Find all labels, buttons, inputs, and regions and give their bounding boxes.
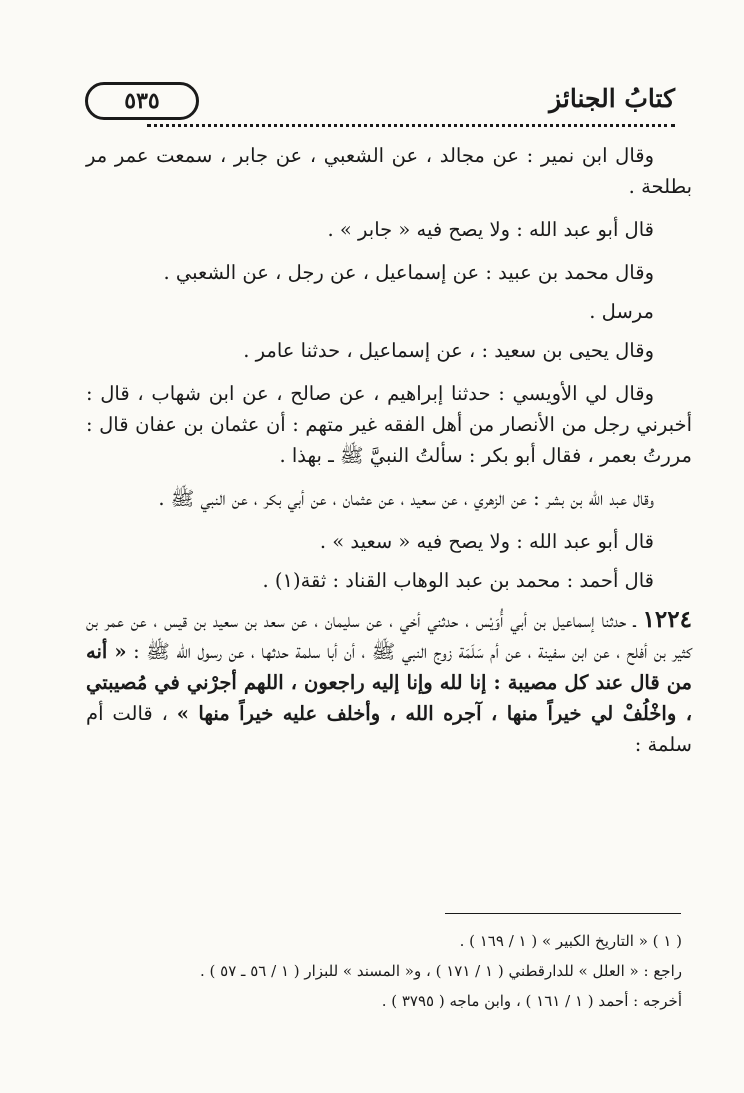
hadith-number: ١٢٢٤ (642, 606, 692, 633)
hadith-paragraph (86, 604, 692, 760)
header-dotted-rule (147, 124, 675, 127)
paragraph: وقال محمد بن عبيد : عن إسماعيل ، عن رجل ، عن الشعبي . (163, 261, 654, 284)
paragraph: وقال يحيى بن سعيد : ، عن إسماعيل ، حدثنا عامر . (243, 339, 654, 362)
paragraph: وقال ابن نمير : عن مجالد ، عن الشعبي ، عن جابر ، سمعت عمر مر بطلحة . (86, 144, 692, 198)
paragraph: قال أحمد : محمد بن عبد الوهاب القناد : ثقة(١) . (262, 569, 654, 592)
paragraph: وقال لي الأويسي : حدثنا إبراهيم ، عن صالح ، عن ابن شهاب ، قال : أخبرني رجل من الأنصار من أهل الفقه غير متهم : أن عثمان بن عفان قال : مررتُ بعمر ، فقال أبو بكر : سألتُ النبيَّ ﷺ ـ بهذا . (86, 382, 692, 467)
paragraph: قال أبو عبد الله : ولا يصح فيه « سعيد » . (319, 530, 654, 553)
paragraph: قال أبو عبد الله : ولا يصح فيه « جابر » . (327, 218, 654, 241)
footnote: أخرجه : أحمد ( ١ / ١٦١ ) ، وابن ماجه ( ٣٧٩٥ ) . (381, 992, 682, 1010)
paragraph: وقال عبد الله بن بشر : عن الزهري ، عن سعيد ، عن عثمان ، عن أبي بكر ، عن النبي ﷺ . (158, 487, 654, 510)
book-title: كتابُ الجنائز (549, 84, 675, 113)
hadith-isnad: ـ حدثنا إسماعيل بن أبي أُوَيْس ، حدثني أخي ، عن سليمان ، عن سعد بن سعيد بن قيس ، عن عمر بن كثير بن أفلح ، عن ابن سفينة ، عن أم سَلَمَة زوج النبي ﷺ ، أن أبا سلمة حدثها ، عن رسول الله ﷺ : (86, 609, 692, 663)
paragraph: مرسل . (589, 300, 654, 323)
footnote: راجع : « العلل » للدارقطني ( ١ / ١٧١ ) ، و« المسند » للبزار ( ١ / ٥٦ ـ ٥٧ ) . (200, 962, 682, 980)
page-number: ٥٣٥ (85, 82, 199, 120)
hadith-continuation: ، قالت أم سلمة : (86, 702, 692, 756)
footnotes (62, 926, 682, 1016)
footnote: ( ١ ) « التاريخ الكبير » ( ١ / ١٦٩ ) . (459, 932, 682, 950)
main-text (86, 140, 692, 760)
page-header (75, 78, 675, 134)
footnote-separator (445, 913, 681, 914)
hadith-matn: « أنه من قال عند كل مصيبة : إنا لله وإنا إليه راجعون ، اللهم أجرْني في مُصيبتي ، واخْلُفْ لي خيراً منها ، آجره الله ، وأخلف عليه خيراً منها » (86, 640, 692, 725)
